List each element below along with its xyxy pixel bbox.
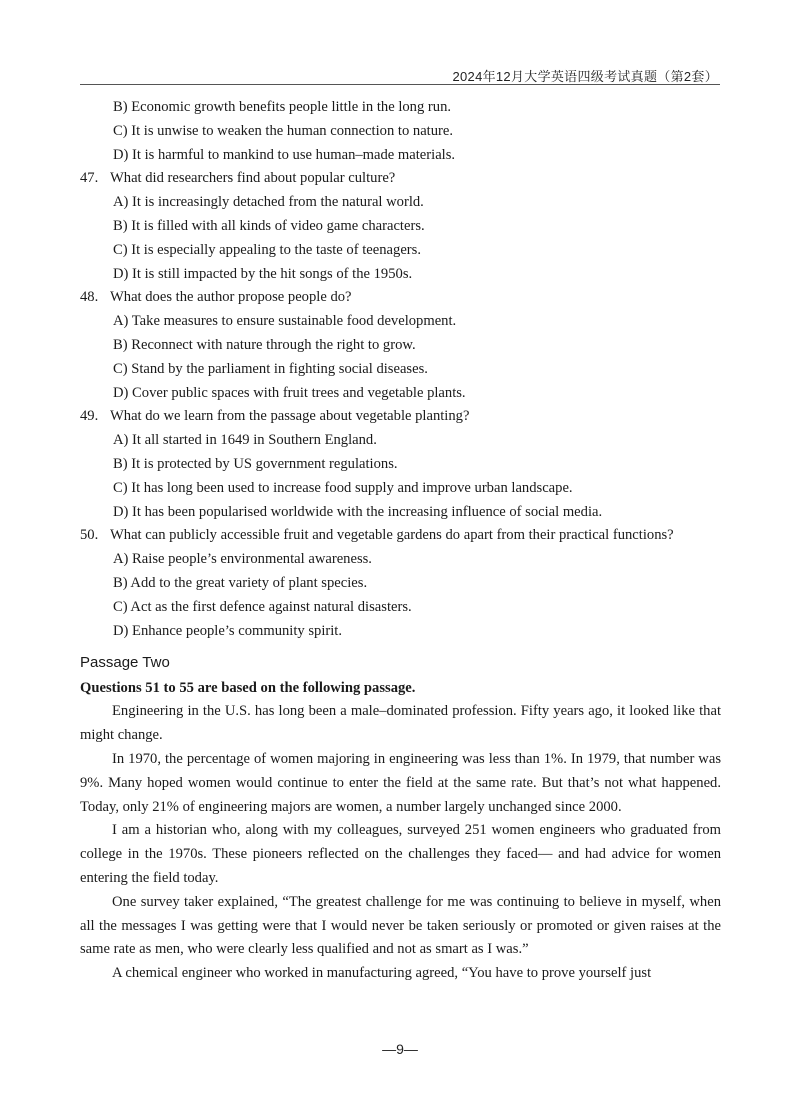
passage-paragraph: A chemical engineer who worked in manufacturing agreed, “You have to prove yourself just <box>112 965 652 982</box>
question-number: 49. <box>80 408 99 425</box>
question-text: What did researchers find about popular culture? <box>110 170 396 187</box>
question-text: What do we learn from the passage about vegetable planting? <box>110 408 470 425</box>
question-49 <box>80 405 721 524</box>
passage-instructions: Questions 51 to 55 are based on the following passage. <box>80 680 416 697</box>
option-b: B) It is filled with all kinds of video game characters. <box>113 217 425 234</box>
option-a: A) Raise people’s environmental awareness. <box>113 551 372 568</box>
option-c: C) Stand by the parliament in fighting social diseases. <box>113 360 428 377</box>
question-number: 48. <box>80 289 99 306</box>
page-content <box>80 96 721 986</box>
question-text: What can publicly accessible fruit and vegetable gardens do apart from their practical functions? <box>110 527 674 544</box>
option-d: D) Enhance people’s community spirit. <box>113 622 342 639</box>
question-number: 50. <box>80 527 99 544</box>
option-46-c: C) It is unwise to weaken the human connection to nature. <box>113 122 454 139</box>
leading-options <box>80 96 721 167</box>
question-number: 47. <box>80 170 99 187</box>
option-b: B) Add to the great variety of plant species. <box>113 574 368 591</box>
page-number: —9— <box>382 1041 418 1057</box>
header-rule <box>80 84 720 85</box>
question-48 <box>80 286 721 405</box>
option-46-d: D) It is harmful to mankind to use human–made materials. <box>113 146 456 163</box>
passage-paragraph: Engineering in the U.S. has long been a male–dominated profession. Fifty years ago, it looked like that might change. <box>80 703 721 744</box>
option-46-b: B) Economic growth benefits people little in the long run. <box>113 99 452 115</box>
question-47 <box>80 167 721 286</box>
option-d: D) It has been popularised worldwide with the increasing influence of social media. <box>113 503 603 520</box>
option-d: D) Cover public spaces with fruit trees and vegetable plants. <box>113 384 466 401</box>
question-text: What does the author propose people do? <box>110 289 352 306</box>
option-c: C) It has long been used to increase food supply and improve urban landscape. <box>113 479 573 496</box>
option-c: C) It is especially appealing to the taste of teenagers. <box>113 241 421 258</box>
running-head: 2024年12月大学英语四级考试真题（第2套） <box>452 69 718 84</box>
passage-paragraph: In 1970, the percentage of women majoring in engineering was less than 1%. In 1979, that number was 9%. Many hoped women would continue to enter the field at the same rate. But that’s not what happened. Today, only 21% of engineering majors are women, a number largely unchanged since 2000. <box>80 750 721 815</box>
section-title: Passage Two <box>80 654 170 672</box>
option-c: C) Act as the first defence against natural disasters. <box>113 598 412 615</box>
question-50 <box>80 524 721 643</box>
passage-paragraph: One survey taker explained, “The greatest challenge for me was continuing to believe in myself, when all the messages I was getting were that I would never be taken seriously or promoted or given raises at the same rate as men, who were clearly less qualified and not as smart as I was.” <box>80 893 721 958</box>
option-a: A) Take measures to ensure sustainable food development. <box>113 313 457 330</box>
option-b: B) It is protected by US government regulations. <box>113 455 398 472</box>
passage-body <box>80 700 721 986</box>
option-b: B) Reconnect with nature through the right to grow. <box>113 336 416 353</box>
option-a: A) It all started in 1649 in Southern England. <box>113 432 377 449</box>
option-d: D) It is still impacted by the hit songs of the 1950s. <box>113 265 413 282</box>
passage-paragraph: I am a historian who, along with my colleagues, surveyed 251 women engineers who graduated from college in the 1970s. These pioneers reflected on the challenges they faced— and had advice for women entering the field today. <box>80 822 721 886</box>
option-a: A) It is increasingly detached from the natural world. <box>113 194 424 211</box>
